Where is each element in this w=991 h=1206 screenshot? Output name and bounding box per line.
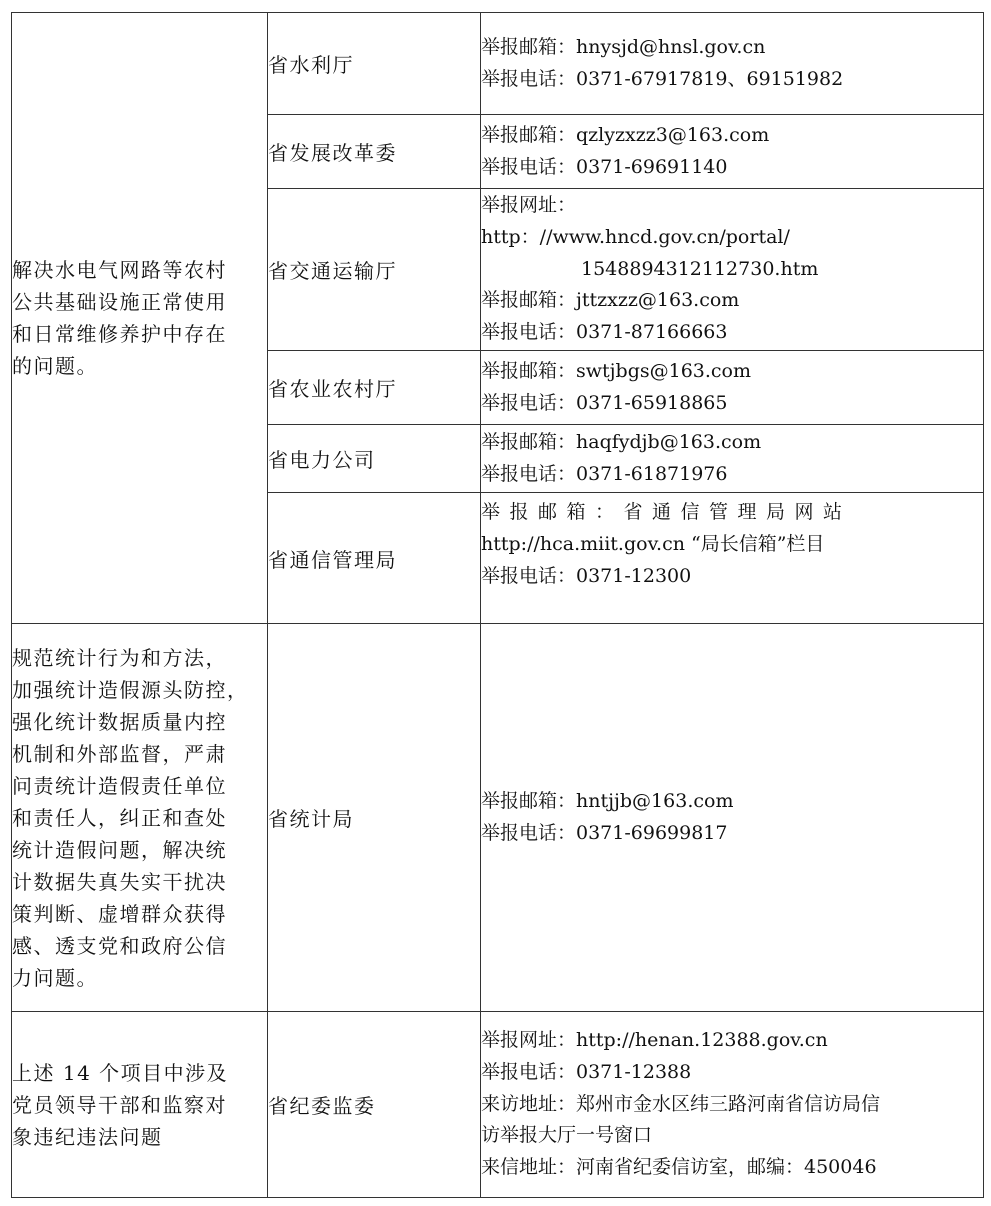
agency-name: 省统计局 <box>268 624 481 1012</box>
contact-cell <box>481 624 984 1012</box>
contact-phone: 举报电话：0371-69699817 <box>481 821 728 844</box>
contact-cell <box>481 351 984 425</box>
issue-line: 问责统计造假责任单位 <box>12 773 227 798</box>
contact-visit-address-cont: 访举报大厅一号窗口 <box>481 1124 653 1147</box>
issue-line: 统计造假问题，解决统 <box>12 837 227 862</box>
contact-cell <box>481 13 984 115</box>
contact-phone: 举报电话：0371-87166663 <box>481 321 728 344</box>
contact-email: 举报邮箱：qzlyzxzz3@163.com <box>481 123 770 146</box>
contact-cell <box>481 189 984 351</box>
agency-name: 省水利厅 <box>268 13 481 115</box>
contact-url[interactable]: http：//www.hncd.gov.cn/portal/ <box>481 225 790 248</box>
contact-phone: 举报电话：0371-65918865 <box>481 391 728 414</box>
issue-line: 上述 14 个项目中涉及 <box>12 1060 229 1085</box>
contact-phone: 举报电话：0371-12300 <box>481 564 692 587</box>
issue-line: 的问题。 <box>12 354 98 378</box>
table-row <box>12 624 984 1012</box>
contact-url-cont[interactable]: 1548894312112730.htm <box>581 257 819 280</box>
contact-email: 举报邮箱：jttzxzz@163.com <box>481 289 740 312</box>
contact-phone: 举报电话：0371-69691140 <box>481 155 728 178</box>
issue-line: 强化统计数据质量内控 <box>12 709 227 734</box>
contact-mail-address: 来信地址：河南省纪委信访室，邮编：450046 <box>481 1156 877 1179</box>
issue-line: 力问题。 <box>12 965 98 990</box>
contact-phone: 举报电话：0371-61871976 <box>481 462 728 485</box>
issue-line: 象违纪违法问题 <box>12 1124 163 1149</box>
issue-line: 党员领导干部和监察对 <box>12 1092 227 1117</box>
issue-cell <box>12 624 268 1012</box>
agency-name: 省农业农村厅 <box>268 351 481 425</box>
contact-cell <box>481 493 984 624</box>
agency-name: 省电力公司 <box>268 425 481 493</box>
table-row <box>12 1012 984 1198</box>
issue-line: 机制和外部监督，严肃 <box>12 741 227 766</box>
contact-url[interactable]: 举报网址：http://henan.12388.gov.cn <box>481 1029 828 1051</box>
contact-cell <box>481 1012 984 1198</box>
issue-cell <box>12 1012 268 1198</box>
agency-name: 省发展改革委 <box>268 115 481 189</box>
issue-line: 和日常维修养护中存在 <box>12 322 227 346</box>
report-contacts-table <box>11 12 984 1198</box>
contact-cell <box>481 115 984 189</box>
agency-name: 省纪委监委 <box>268 1012 481 1198</box>
contact-url-label: 举报网址： <box>481 194 577 216</box>
contact-phone: 举报电话：0371-12388 <box>481 1060 692 1083</box>
issue-line: 感、透支党和政府公信 <box>12 933 227 958</box>
contact-email: 举报邮箱：hntjjb@163.com <box>481 789 734 812</box>
contact-email: 举报邮箱：省通信管理局网站 <box>481 501 852 523</box>
issue-line: 策判断、虚增群众获得 <box>12 901 227 926</box>
contact-visit-address: 来访地址：郑州市金水区纬三路河南省信访局信 <box>481 1092 881 1115</box>
contact-email: 举报邮箱：haqfydjb@163.com <box>481 430 762 453</box>
table-row <box>12 13 984 115</box>
issue-cell <box>12 13 268 624</box>
agency-name: 省通信管理局 <box>268 493 481 624</box>
issue-line: 公共基础设施正常使用 <box>12 290 227 314</box>
issue-line: 规范统计行为和方法， <box>12 645 227 670</box>
contact-email: 举报邮箱：hnysjd@hnsl.gov.cn <box>481 35 766 58</box>
agency-name: 省交通运输厅 <box>268 189 481 351</box>
issue-line: 计数据失真失实干扰决 <box>12 869 227 894</box>
issue-line: 和责任人，纠正和查处 <box>12 805 227 830</box>
contact-phone: 举报电话：0371-67917819、69151982 <box>481 67 844 90</box>
issue-line: 加强统计造假源头防控， <box>12 677 249 702</box>
contact-url[interactable]: http://hca.miit.gov.cn “局长信箱”栏目 <box>481 532 825 555</box>
contact-cell <box>481 425 984 493</box>
contact-email: 举报邮箱：swtjbgs@163.com <box>481 359 752 382</box>
issue-line: 解决水电气网路等农村 <box>12 258 227 282</box>
